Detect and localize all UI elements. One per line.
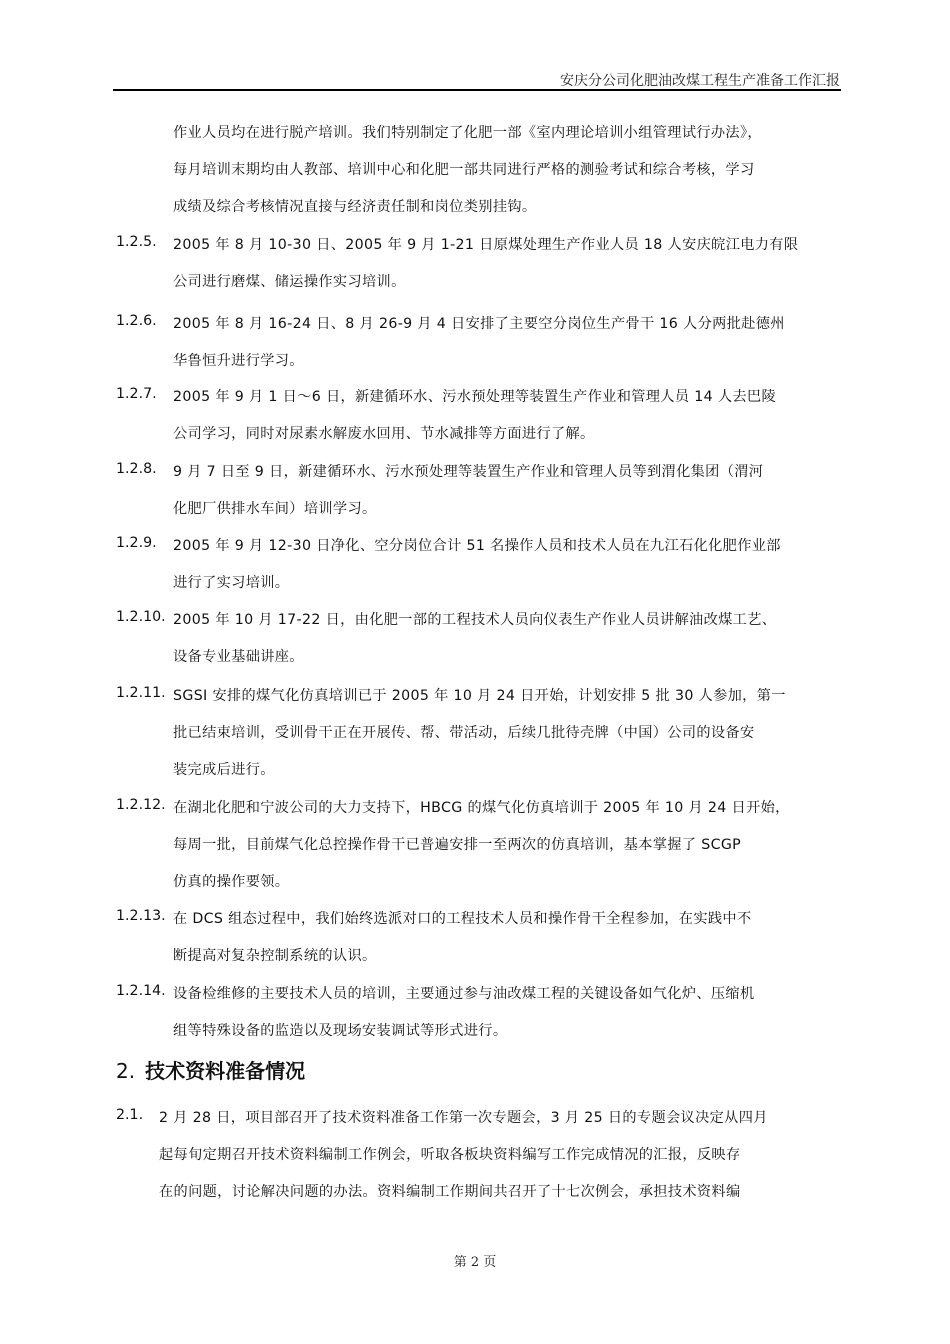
item-number: 1.2.5. xyxy=(116,234,157,250)
item-line: 华鲁恒升进行学习。 xyxy=(173,353,304,369)
item-line: 2005 年 8 月 16-24 日、8 月 26-9 月 4 日安排了主要空分岗位生产骨干 16 人分两批赴德州 xyxy=(173,316,785,332)
item-line: 仿真的操作要领。 xyxy=(173,874,290,890)
body-line: 成绩及综合考核情况直接与经济责任制和岗位类别挂钩。 xyxy=(173,199,537,215)
item-line: 2005 年 9 月 12-30 日净化、空分岗位合计 51 名操作人员和技术人员在九江石化化肥作业部 xyxy=(173,538,781,554)
item-line: 化肥厂供排水车间）培训学习。 xyxy=(173,501,377,517)
item-line: 每周一批，目前煤气化总控操作骨干已普遍安排一至两次的仿真培训，基本掌握了 SCGP xyxy=(173,837,742,853)
item-line: 在的问题，讨论解决问题的办法。资料编制工作期间共召开了十七次例会，承担技术资料编 xyxy=(159,1184,741,1200)
item-number: 1.2.11. xyxy=(116,685,166,701)
item-line: 组等特殊设备的监造以及现场安装调试等形式进行。 xyxy=(173,1023,508,1039)
item-number: 1.2.14. xyxy=(116,983,166,999)
item-number: 1.2.9. xyxy=(116,535,157,551)
item-line: 9 月 7 日至 9 日，新建循环水、污水预处理等装置生产作业和管理人员等到渭化集团（渭河 xyxy=(173,464,764,480)
section-heading xyxy=(116,1055,305,1084)
item-line: 公司进行磨煤、储运操作实习培训。 xyxy=(173,274,406,290)
item-number: 1.2.8. xyxy=(116,461,157,477)
item-number: 1.2.6. xyxy=(116,313,157,329)
page-number: 第 2 页 xyxy=(453,1255,497,1270)
item-line: 2005 年 10 月 17-22 日，由化肥一部的工程技术人员向仪表生产作业人员讲解油改煤工艺、 xyxy=(173,612,777,628)
item-number: 1.2.10. xyxy=(116,609,166,625)
item-line: 2005 年 9 月 1 日～6 日，新建循环水、污水预处理等装置生产作业和管理人员 14 人去巴陵 xyxy=(173,389,777,405)
item-line: 进行了实习培训。 xyxy=(173,575,290,591)
item-line: 2 月 28 日，项目部召开了技术资料准备工作第一次专题会，3 月 25 日的专题会议决定从四月 xyxy=(159,1110,768,1126)
body-line: 每月培训末期均由人教部、培训中心和化肥一部共同进行严格的测验考试和综合考核，学习 xyxy=(173,162,755,178)
item-number: 2.1. xyxy=(116,1107,144,1123)
item-number: 1.2.13. xyxy=(116,908,166,924)
item-line: 装完成后进行。 xyxy=(173,762,275,778)
body-line: 作业人员均在进行脱产培训。我们特别制定了化肥一部《室内理论培训小组管理试行办法》， xyxy=(173,125,762,141)
item-line: 设备检维修的主要技术人员的培训，主要通过参与油改煤工程的关键设备如气化炉、压缩机 xyxy=(173,986,755,1002)
section-title: 技术资料准备情况 xyxy=(145,1059,306,1083)
header-rule xyxy=(113,89,841,91)
item-line: 断提高对复杂控制系统的认识。 xyxy=(173,948,377,964)
item-line: SGSI 安排的煤气化仿真培训已于 2005 年 10 月 24 日开始，计划安排 5 批 30 人参加，第一 xyxy=(173,688,786,704)
item-line: 起每旬定期召开技术资料编制工作例会，听取各板块资料编写工作完成情况的汇报，反映存 xyxy=(159,1147,741,1163)
item-line: 设备专业基础讲座。 xyxy=(173,649,304,665)
running-header: 安庆分公司化肥油改煤工程生产准备工作汇报 xyxy=(560,73,840,89)
item-line: 公司学习，同时对尿素水解废水回用、节水减排等方面进行了解。 xyxy=(173,426,595,442)
item-line: 批已结束培训，受训骨干正在开展传、帮、带活动，后续几批待壳牌（中国）公司的设备安 xyxy=(173,725,755,741)
item-number: 1.2.7. xyxy=(116,386,157,402)
item-number: 1.2.12. xyxy=(116,797,166,813)
item-line: 在湖北化肥和宁波公司的大力支持下，HBCG 的煤气化仿真培训于 2005 年 10 月 24 日开始， xyxy=(173,800,790,816)
item-line: 在 DCS 组态过程中，我们始终选派对口的工程技术人员和操作骨干全程参加，在实践中不 xyxy=(173,911,752,927)
section-number: 2. xyxy=(116,1059,136,1083)
item-line: 2005 年 8 月 10-30 日、2005 年 9 月 1-21 日原煤处理生产作业人员 18 人安庆皖江电力有限 xyxy=(173,237,799,253)
